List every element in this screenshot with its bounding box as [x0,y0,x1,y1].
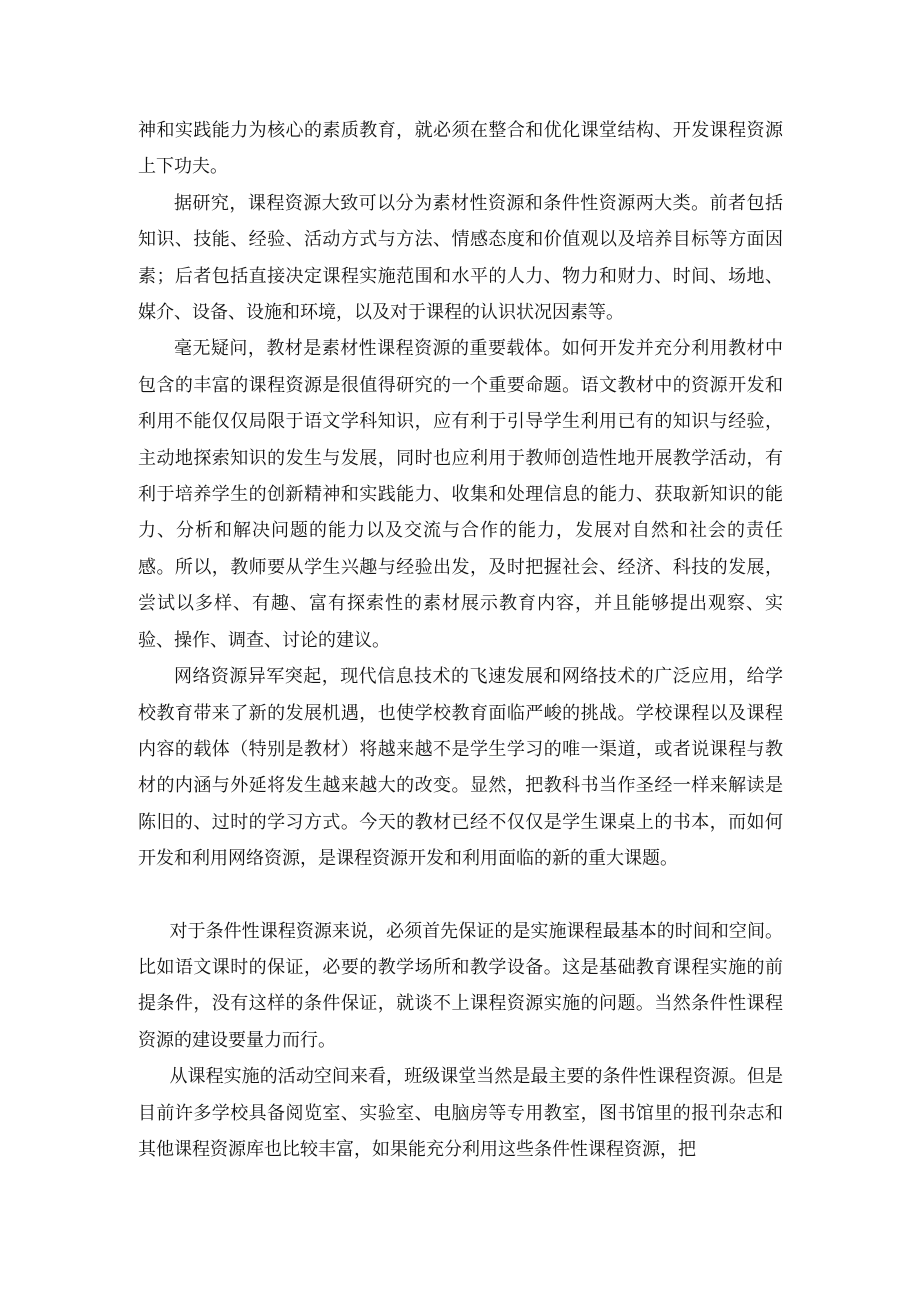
paragraph-activity-space: 从课程实施的活动空间来看，班级课堂当然是最主要的条件性课程资源。但是目前许多学校具备阅览室、实验室、电脑房等专用教室，图书馆里的报刊杂志和其他课程资源库也比较丰富，如果能充分利用这些条件性课程资源，把 [138,1066,783,1160]
paragraph-conditional-resources: 对于条件性课程资源来说，必须首先保证的是实施课程最基本的时间和空间。比如语文课时的保证，必要的教学场所和教学设备。这是基础教育课程实施的前提条件，没有这样的条件保证，就谈不上课程资源实施的问题。当然条件性课程资源的建设要量力而行。 [138,920,783,1051]
document-body [138,113,783,1168]
paragraph-continuation: 神和实践能力为核心的素质教育，就必须在整合和优化课堂结构、开发课程资源上下功夫。 [138,120,783,178]
paragraph-network-resources: 网络资源异军突起，现代信息技术的飞速发展和网络技术的广泛应用，给学校教育带来了新的发展机遇，也使学校教育面临严峻的挑战。学校课程以及课程内容的载体（特别是教材）将越来越不是学生学习的唯一渠道，或者说课程与教材的内涵与外延将发生越来越大的改变。显然，把教科书当作圣经一样来解读是陈旧的、过时的学习方式。今天的教材已经不仅仅是学生课桌上的书本，而如何开发和利用网络资源，是课程资源开发和利用面临的新的重大课题。 [138,666,783,870]
paragraph-textbook-resources: 毫无疑问，教材是素材性课程资源的重要载体。如何开发并充分利用教材中包含的丰富的课程资源是很值得研究的一个重要命题。语文教材中的资源开发和利用不能仅仅局限于语文学科知识，应有利于引导学生利用已有的知识与经验，主动地探索知识的发生与发展，同时也应利用于教师创造性地开展教学活动，有利于培养学生的创新精神和实践能力、收集和处理信息的能力、获取新知识的能力、分析和解决问题的能力以及交流与合作的能力，发展对自然和社会的责任感。所以，教师要从学生兴趣与经验出发，及时把握社会、经济、科技的发展，尝试以多样、有趣、富有探索性的素材展示教育内容，并且能够提出观察、实验、操作、调查、讨论的建议。 [138,338,783,651]
paragraph-resource-categories: 据研究，课程资源大致可以分为素材性资源和条件性资源两大类。前者包括知识、技能、经验、活动方式与方法、情感态度和价值观以及培养目标等方面因素；后者包括直接决定课程实施范围和水平的人力、物力和财力、时间、场地、媒介、设备、设施和环境，以及对于课程的认识状况因素等。 [138,192,783,324]
paragraph-gap [138,878,783,914]
